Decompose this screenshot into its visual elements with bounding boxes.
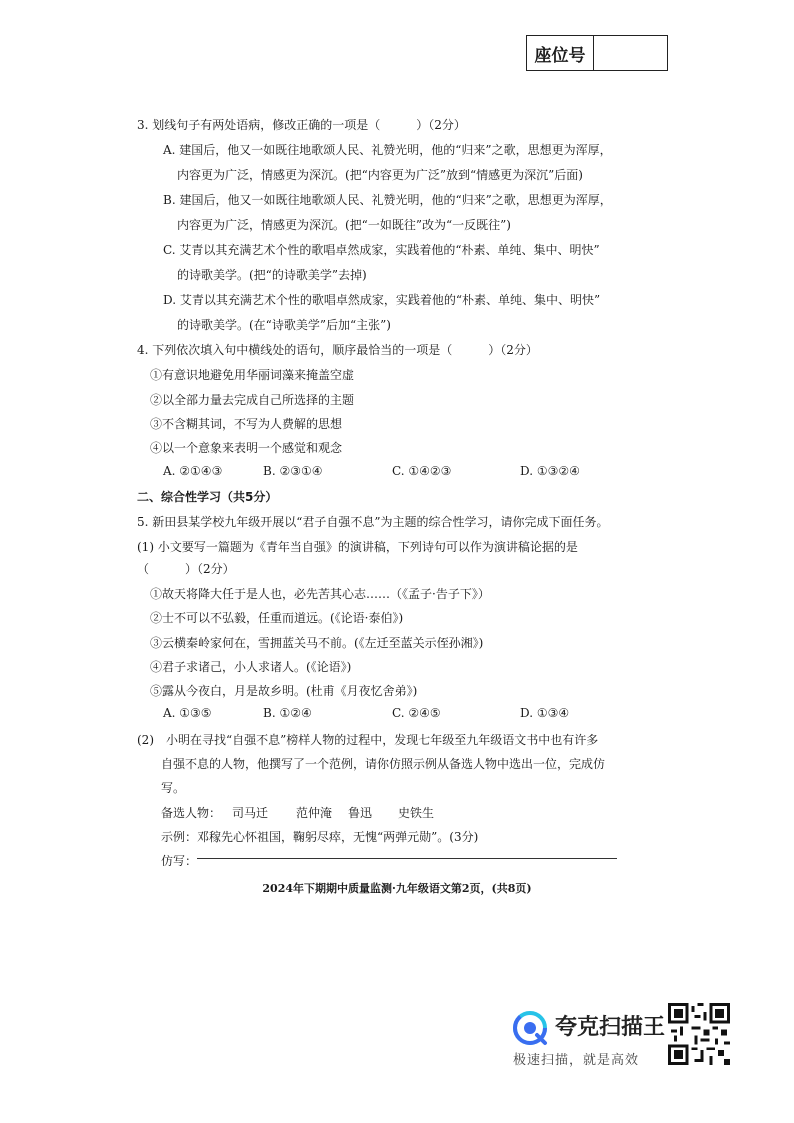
q5-option-b: B. ①②④ [263,706,312,720]
q5-part1-blank: （ ）（2分） [137,562,235,576]
q4-option-a: A. ②①④③ [163,464,223,478]
q5-stem: 5. 新田县某学校九年级开展以“君子自强不息”为主题的综合性学习，请你完成下面任务。 [137,515,609,529]
q4-option-b: B. ②③①④ [263,464,323,478]
q4-sentence-4: ④以一个意象来表明一个感觉和观念 [150,441,343,455]
q3-option-c-line2: 的诗歌美学。(把“的诗歌美学”去掉) [177,268,367,282]
q3-option-d-line1: D. 艾青以其充满艺术个性的歌唱卓然成家，实践着他的“朴素、单纯、集中、明快” [163,293,601,307]
candidates-label: 备选人物： [161,806,222,820]
q5-option-c: C. ②④⑤ [392,706,441,720]
imitate-label: 仿写： [161,854,198,868]
q3-option-a-line2: 内容更为广泛，情感更为深沉。(把“内容更为广泛”放到“情感更为深沉”后面) [177,168,583,182]
qr-code-icon [668,1003,730,1065]
quark-logo-icon [512,1010,548,1046]
q4-option-c: C. ①④②③ [392,464,452,478]
q3-option-b-line1: B. 建国后，他又一如既往地歌颂人民、礼赞光明，他的“归来”之歌，思想更为浑厚， [163,193,612,207]
example-text: 示例：邓稼先心怀祖国，鞠躬尽瘁，无愧“两弹元勋”。(3分) [161,830,479,844]
seat-number-label: 座位号 [527,36,594,70]
candidate-2: 范仲淹 [296,806,333,820]
brand-name: 夸克扫描王 [555,1015,666,1040]
q4-sentence-1: ①有意识地避免用华丽词藻来掩盖空虚 [150,368,355,382]
seat-number-field[interactable] [594,36,667,70]
q5-line-2: ②士不可以不弘毅，任重而道远。(《论语·泰伯》) [150,611,404,625]
q5-part2-line2: 自强不息的人物，他撰写了一个范例，请你仿照示例从备选人物中选出一位，完成仿 [161,757,606,771]
q5-line-1: ①故天将降大任于是人也，必先苦其心志……（《孟子·告子下》） [150,587,490,601]
q3-option-c-line1: C. 艾青以其充满艺术个性的歌唱卓然成家，实践着他的“朴素、单纯、集中、明快” [163,243,600,257]
candidate-3: 鲁迅 [348,806,373,820]
page-footer: 2024年下期期中质量监测·九年级语文第2页，(共8页) [262,882,532,895]
q5-part2-line1: (2) 小明在寻找“自强不息”榜样人物的过程中，发现七年级至九年级语文书中也有许多 [137,733,599,747]
q5-line-3: ③云横秦岭家何在，雪拥蓝关马不前。(《左迁至蓝关示侄孙湘》) [150,636,484,650]
q4-stem: 4. 下列依次填入句中横线处的语句，顺序最恰当的一项是（ ）（2分） [137,343,538,357]
q3-option-a-line1: A. 建国后，他又一如既往地歌颂人民、礼赞光明，他的“归来”之歌，思想更为浑厚， [163,143,612,157]
brand-slogan: 极速扫描，就是高效 [513,1053,640,1068]
candidate-4: 史铁生 [398,806,435,820]
imitate-answer-line[interactable] [197,858,617,859]
q4-sentence-3: ③不含糊其词，不写为人费解的思想 [150,417,343,431]
candidate-1: 司马迁 [232,806,269,820]
q5-part1-stem: (1) 小文要写一篇题为《青年当自强》的演讲稿，下列诗句可以作为演讲稿论据的是 [137,540,578,554]
seat-number-box [526,35,668,71]
section-2-title: 二、综合性学习（共5分） [137,490,278,504]
q5-line-4: ④君子求诸己，小人求诸人。(《论语》) [150,660,352,674]
q3-option-b-line2: 内容更为广泛，情感更为深沉。(把“一如既往”改为“一反既往”) [177,218,511,232]
q5-option-a: A. ①③⑤ [163,706,212,720]
q5-line-5: ⑤露从今夜白，月是故乡明。(杜甫《月夜忆舍弟》) [150,684,418,698]
q3-option-d-line2: 的诗歌美学。(在“诗歌美学”后加“主张”) [177,318,391,332]
q5-part2-line3: 写。 [161,781,186,795]
q4-option-d: D. ①③②④ [520,464,580,478]
q5-option-d: D. ①③④ [520,706,570,720]
q3-stem: 3. 划线句子有两处语病，修改正确的一项是（ ）（2分） [137,118,466,132]
q4-sentence-2: ②以全部力量去完成自己所选择的主题 [150,393,355,407]
